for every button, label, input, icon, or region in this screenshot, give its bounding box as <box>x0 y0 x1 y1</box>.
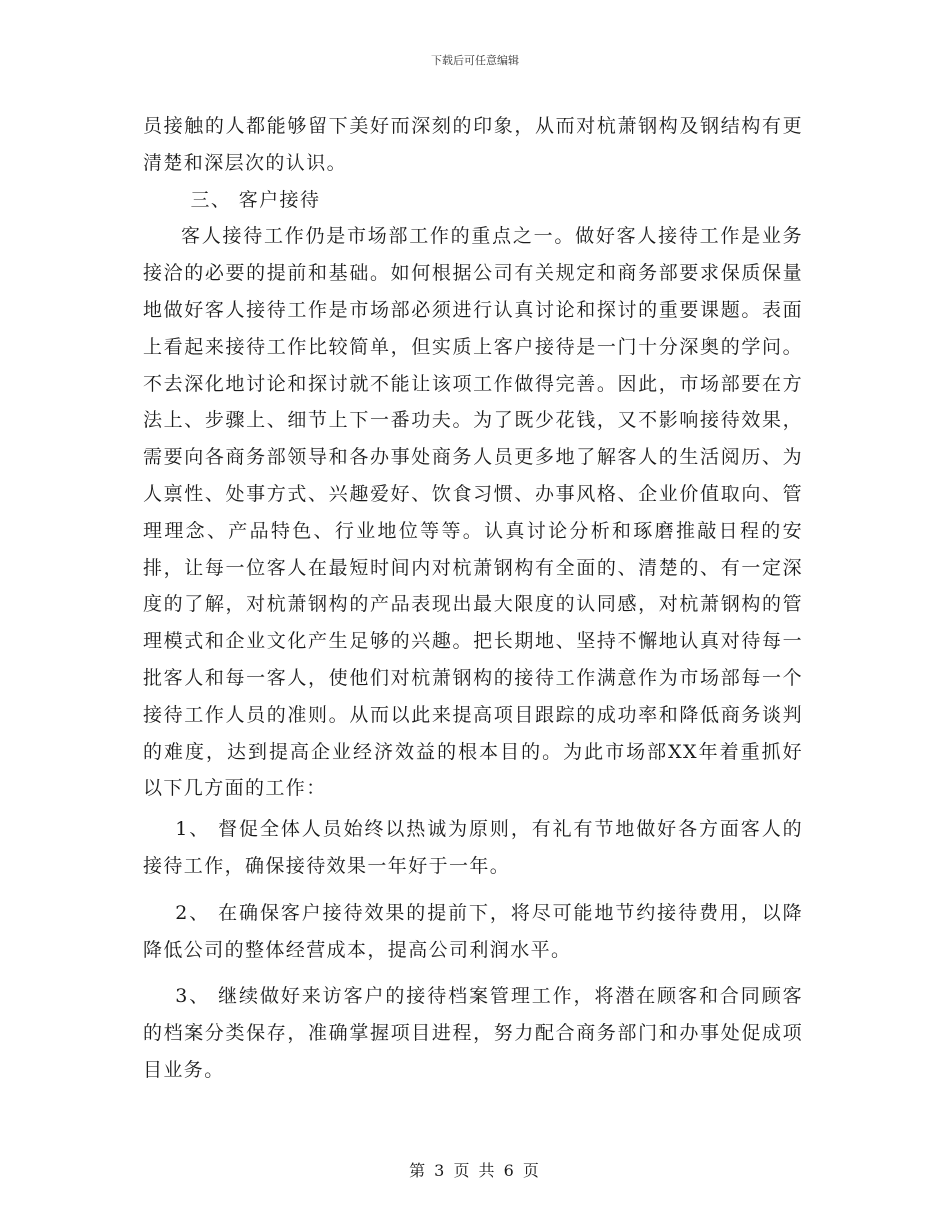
paragraph-main: 客人接待工作仍是市场部工作的重点之一。做好客人接待工作是业务接洽的必要的提前和基础。如何根据公司有关规定和商务部要求保质保量地做好客人接待工作是市场部必须进行认真讨论和探讨的重要课题。表面上看起来接待工作比较简单，但实质上客户接待是一门十分深奥的学问。不去深化地讨论和探讨就不能让该项工作做得完善。因此，市场部要在方法上、步骤上、细节上下一番功夫。为了既少花钱，又不影响接待效果，需要向各商务部领导和各办事处商务人员更多地了解客人的生活阅历、为人禀性、处事方式、兴趣爱好、饮食习惯、办事风格、企业价值取向、管理理念、产品特色、行业地位等等。认真讨论分析和琢磨推敲日程的安排，让每一位客人在最短时间内对杭萧钢构有全面的、清楚的、有一定深度的了解，对杭萧钢构的产品表现出最大限度的认同感，对杭萧钢构的管理模式和企业文化产生足够的兴趣。把长期地、坚持不懈地认真对待每一批客人和每一客人，使他们对杭萧钢构的接待工作满意作为市场部每一个接待工作人员的准则。从而以此来提高项目跟踪的成功率和降低商务谈判的难度，达到提高企业经济效益的根本目的。为此市场部XX年着重抓好以下几方面的工作： <box>143 225 803 800</box>
list-item-3: 3、 继续做好来访客户的接待档案管理工作，将潜在顾客和合同顾客的档案分类保存，准确掌握项目进程，努力配合商务部门和办事处促成项目业务。 <box>143 985 803 1081</box>
page-number: 第 3 页 共 6 页 <box>409 1161 541 1180</box>
paragraph-continuation: 员接触的人都能够留下美好而深刻的印象，从而对杭萧钢构及钢结构有更清楚和深层次的认识。 <box>143 115 803 174</box>
section-heading: 三、 客户接待 <box>190 188 321 211</box>
document-body <box>143 108 803 1089</box>
list-item-2: 2、 在确保客户接待效果的提前下，将尽可能地节约接待费用，以降降低公司的整体经营成本，提高公司利润水平。 <box>143 901 803 961</box>
header-note: 下载后可任意编辑 <box>431 54 519 67</box>
list-item-1: 1、 督促全体人员始终以热诚为原则，有礼有节地做好各方面客人的接待工作，确保接待效果一年好于一年。 <box>143 818 803 877</box>
